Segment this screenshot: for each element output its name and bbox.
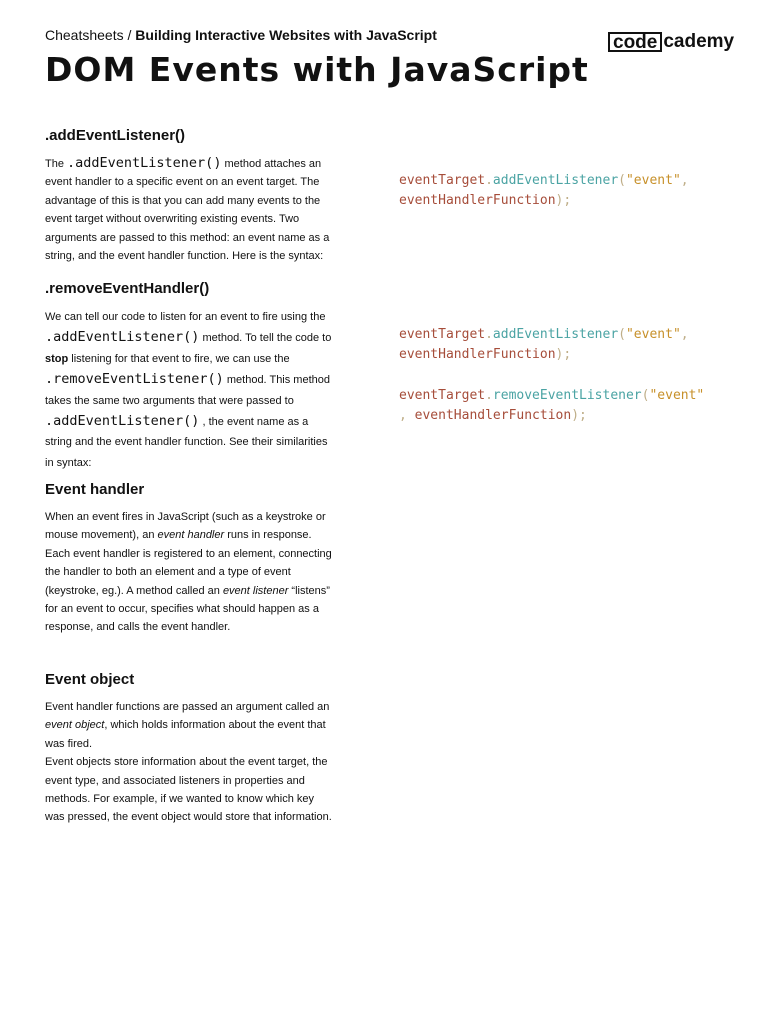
section-add-event-listener: [45, 127, 335, 265]
code-token: eventTarget: [399, 173, 486, 188]
code-token: "event": [625, 327, 681, 342]
code-token: .: [485, 327, 493, 342]
code-block-remove-syntax: [399, 386, 704, 425]
section-event-handler: [45, 481, 335, 637]
code-token: eventHandlerFunction: [399, 192, 556, 208]
breadcrumb-course[interactable]: Building Interactive Websites with JavaScript: [135, 27, 437, 43]
code-token: eventTarget: [399, 327, 486, 342]
section-text: [45, 154, 335, 265]
codecademy-logo[interactable]: [608, 30, 734, 54]
section-heading: .removeEventHandler(): [45, 280, 210, 297]
text-run: method. This method takes the same two arguments that were passed to: [45, 374, 330, 407]
breadcrumb-separator: /: [123, 27, 136, 43]
code-token: ,: [399, 407, 415, 423]
code-token: (: [618, 327, 626, 342]
inline-code: .removeEventListener(): [45, 371, 224, 388]
text-run: runs in response. Each event handler is registered to an element, connecting the handler to both an element and a type of event (keystroke, eg.). A method called an: [45, 529, 332, 597]
code-token: removeEventListener: [492, 388, 642, 403]
code-token: );: [571, 407, 587, 423]
text-run: , the event name as a string and the event handler function. See their similarities in syntax:: [45, 416, 328, 469]
inline-code: .addEventListener(): [67, 155, 222, 171]
code-token: eventTarget: [399, 388, 486, 403]
section-heading: Event handler: [45, 481, 145, 498]
code-token: );: [555, 346, 572, 362]
code-token: eventHandlerFunction: [399, 346, 556, 362]
code-token: .: [485, 173, 493, 188]
text-run: “listens” for an event to occur, specifies what should happen as a response, and calls the event handler.: [45, 584, 330, 634]
code-block-add-syntax: [399, 171, 689, 210]
italic-text: event listener: [222, 584, 289, 597]
inline-code: .addEventListener(): [45, 329, 200, 346]
code-token: ,: [680, 173, 689, 188]
breadcrumb: [45, 27, 437, 43]
code-block-add-again: [399, 325, 689, 364]
section-text: [45, 307, 335, 473]
code-token: "event": [649, 388, 705, 403]
text-run: Event handler functions are passed an argument called an: [45, 701, 330, 713]
text-run: method attaches an event handler to a specific event on an event target. The advantage of this is that you can add many events to the event target without overwriting existing events. Two arguments are passed to this method: an event name as a string, and the event handler function. Here is the syntax:: [45, 158, 330, 263]
code-token: addEventListener: [492, 327, 619, 342]
bold-text: stop: [45, 352, 69, 365]
section-heading: Event object: [45, 671, 135, 688]
italic-text: event handler: [157, 529, 225, 542]
text-run: The: [45, 158, 68, 170]
code-token: "event": [625, 173, 681, 188]
code-token: (: [641, 388, 650, 403]
breadcrumb-root-link[interactable]: Cheatsheets: [45, 27, 124, 43]
code-token: );: [555, 192, 572, 208]
code-token: .: [485, 388, 493, 403]
section-event-object: [45, 671, 335, 827]
section-heading: .addEventListener(): [45, 127, 186, 144]
code-token: ,: [680, 327, 689, 342]
text-run: , which holds information about the event that was fired.: [45, 719, 326, 750]
section-text: [45, 698, 335, 753]
section-text: [45, 508, 335, 637]
text-run: method. To tell the code to: [199, 332, 332, 345]
code-token: addEventListener: [492, 173, 619, 188]
text-run: We can tell our code to listen for an event to fire using the: [45, 311, 326, 323]
section-text: Event objects store information about the event target, the event type, and associated listeners in properties and methods. For example, if we wanted to know which key was pressed, the event object would store that information.: [45, 756, 332, 824]
code-token: eventHandlerFunction: [414, 407, 572, 423]
italic-text: event object: [45, 719, 105, 732]
text-run: listening for that event to fire, we can use the: [68, 352, 290, 365]
page-title: DOM Events with JavaScript: [45, 50, 589, 89]
code-token: (: [618, 173, 626, 188]
section-remove-event-handler: [45, 280, 335, 473]
logo-rest-text: cademy: [663, 31, 735, 52]
inline-code: .addEventListener(): [45, 413, 200, 430]
text-run: When an event fires in JavaScript (such as a keystroke or mouse movement), an: [45, 511, 326, 542]
logo-boxed-text: code: [608, 32, 662, 52]
